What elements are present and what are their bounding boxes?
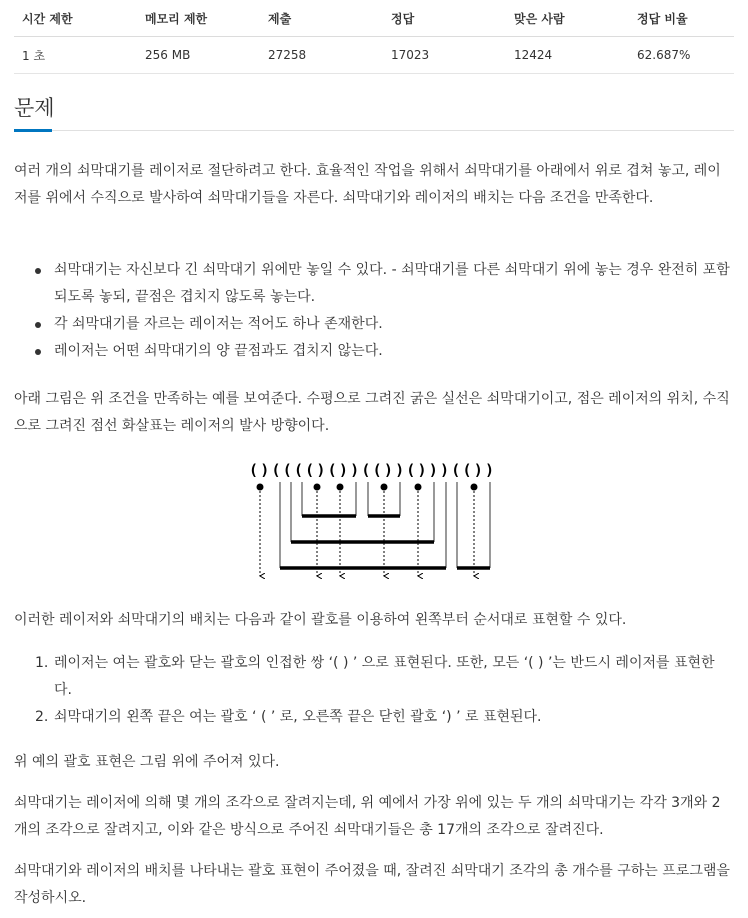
bullet-icon — [35, 322, 41, 328]
figure-intro — [14, 386, 730, 440]
condition-list-block — [14, 257, 730, 365]
section-divider — [14, 130, 734, 131]
header-solvers: 맞은 사람 — [506, 0, 629, 37]
pieces-paragraph: 쇠막대기는 레이저에 의해 몇 개의 조각으로 잘려지는데, 위 예에서 가장 위에 있는 두 개의 쇠막대기는 각각 3개와 2개의 조각으로 잘려지고, 이와 같은 방식으로 주어진 쇠막대기들은 총 17개의 조각으로 잘려진다. — [14, 795, 721, 838]
pieces-paragraph-block — [14, 790, 730, 844]
iron-sticks — [280, 516, 490, 568]
laser-figure — [246, 458, 506, 592]
value-accept-ratio: 62.687% — [629, 37, 734, 74]
info-value-row — [14, 37, 734, 74]
rule-list-block — [14, 650, 730, 731]
rule-list — [14, 650, 730, 731]
task-paragraph-block — [14, 858, 730, 912]
intro-paragraph: 여러 개의 쇠막대기를 레이저로 절단하려고 한다. 효율적인 작업을 위해서 쇠막대기를 아래에서 위로 겹쳐 놓고, 레이저를 위에서 수직으로 발사하여 쇠막대기들을 자른다. 쇠막대기와 레이저의 배치는 다음 조건을 만족한다. — [14, 163, 721, 206]
header-memory-limit: 메모리 제한 — [137, 0, 260, 37]
condition-item: 각 쇠막대기를 자르는 레이저는 적어도 하나 존재한다. — [14, 311, 730, 338]
header-submissions: 제출 — [260, 0, 383, 37]
info-header-row — [14, 0, 734, 37]
rule-number: 1. — [35, 655, 49, 671]
rule-number: 2. — [35, 709, 49, 725]
value-solvers: 12424 — [506, 37, 629, 74]
header-accepted: 정답 — [383, 0, 506, 37]
bullet-icon — [35, 349, 41, 355]
condition-list — [14, 257, 730, 365]
laser-points — [257, 484, 478, 491]
example-paragraph: 위 예의 괄호 표현은 그림 위에 주어져 있다. — [14, 754, 280, 770]
header-accept-ratio: 정답 비율 — [629, 0, 734, 37]
value-time-limit: 1 초 — [14, 37, 137, 74]
bullet-icon — [35, 268, 41, 274]
representation-intro — [14, 607, 730, 634]
figure-intro-paragraph: 아래 그림은 위 조건을 만족하는 예를 보여준다. 수평으로 그려진 굵은 실선은 쇠막대기이고, 점은 레이저의 위치, 수직으로 그려진 점선 화살표는 레이저의 발사 방향이다. — [14, 391, 730, 434]
value-accepted: 17023 — [383, 37, 506, 74]
rule-item: 2. 쇠막대기의 왼쪽 끝은 여는 괄호 ‘ ( ’ 로, 오른쪽 끝은 닫힌 괄호 ‘) ’ 로 표현된다. — [14, 704, 730, 731]
laser-dotted-lines — [260, 487, 474, 576]
value-submissions: 27258 — [260, 37, 383, 74]
condition-item: 레이저는 어떤 쇠막대기의 양 끝점과도 겹치지 않는다. — [14, 338, 730, 365]
problem-intro — [14, 158, 730, 212]
figure-parenthesis-text: ( ) ( ( ( ( ) ( ) ) ( ( ) ) ( ) ) ) ( ( ) ) — [249, 461, 495, 479]
section-title-underline — [14, 129, 52, 132]
representation-paragraph: 이러한 레이저와 쇠막대기의 배치는 다음과 같이 괄호를 이용하여 왼쪽부터 순서대로 표현할 수 있다. — [14, 612, 627, 628]
task-paragraph: 쇠막대기와 레이저의 배치를 나타내는 괄호 표현이 주어졌을 때, 잘려진 쇠막대기 조각의 총 개수를 구하는 프로그램을 작성하시오. — [14, 863, 730, 906]
example-paragraph-block — [14, 749, 730, 776]
rule-item: 1. 레이저는 여는 괄호와 닫는 괄호의 인접한 쌍 ‘( ) ’ 으로 표현된다. 또한, 모든 ‘( ) ’는 반드시 레이저를 표현한다. — [14, 650, 730, 704]
stick-edges — [280, 482, 490, 568]
problem-info-table — [14, 0, 734, 74]
section-title: 문제 — [14, 96, 55, 120]
condition-item: 쇠막대기는 자신보다 긴 쇠막대기 위에만 놓일 수 있다. - 쇠막대기를 다른 쇠막대기 위에 놓는 경우 완전히 포함되도록 놓되, 끝점은 겹치지 않도록 놓는다. — [14, 257, 730, 311]
value-memory-limit: 256 MB — [137, 37, 260, 74]
header-time-limit: 시간 제한 — [14, 0, 137, 37]
